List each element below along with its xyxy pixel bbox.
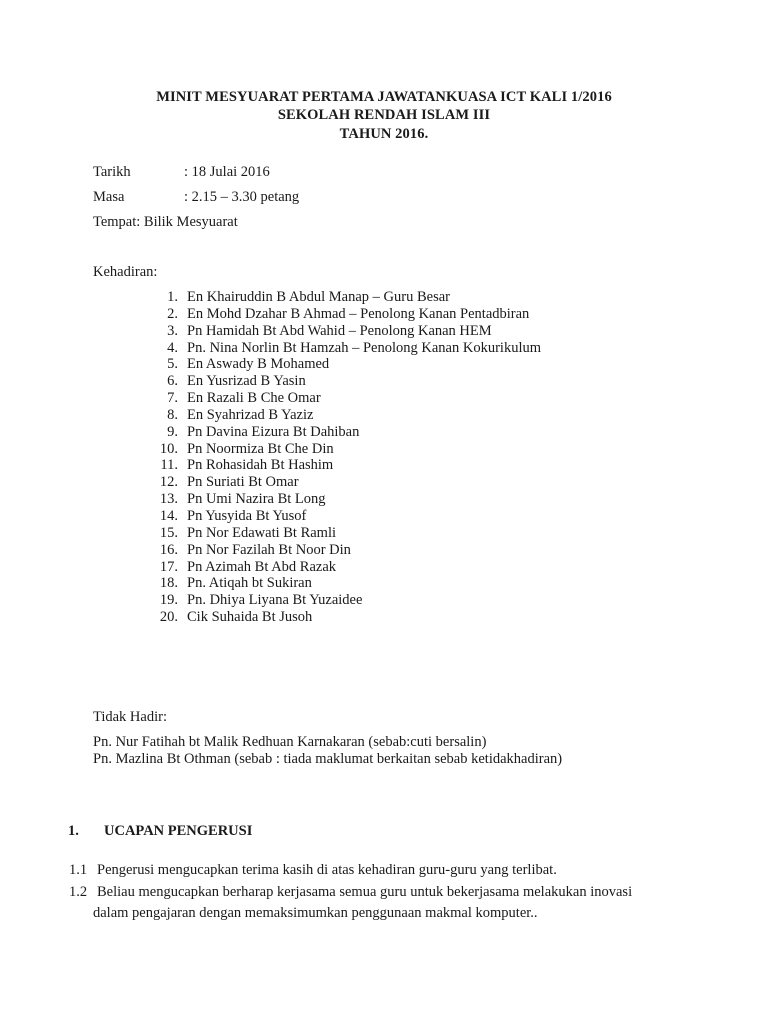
section-title: UCAPAN PENGERUSI xyxy=(104,823,253,839)
attendee-number: 19. xyxy=(159,592,178,609)
time-label: Masa xyxy=(93,189,125,205)
attendance-heading: Kehadiran: xyxy=(93,264,158,280)
attendee-number: 18. xyxy=(159,575,178,592)
document-title-line-1: MINIT MESYUARAT PERTAMA JAWATANKUASA ICT KALI 1/2016 xyxy=(156,89,612,105)
section-number: 1. xyxy=(68,823,79,839)
attendee-number: 3. xyxy=(167,322,178,339)
document-title-line-2: SEKOLAH RENDAH ISLAM III xyxy=(277,107,491,123)
attendee-name: Pn. Dhiya Liyana Bt Yuzaidee xyxy=(187,592,363,609)
attendee-name: Pn. Nina Norlin Bt Hamzah – Penolong Kanan Kokurikulum xyxy=(187,339,541,356)
attendee-name: Pn Hamidah Bt Abd Wahid – Penolong Kanan HEM xyxy=(187,322,492,339)
item-text: Beliau mengucapkan berharap kerjasama semua guru untuk bekerjasama melakukan inovasi xyxy=(97,884,633,900)
attendee-number: 12. xyxy=(159,474,178,491)
attendee-number: 9. xyxy=(167,423,178,440)
attendee-name: Pn Yusyida Bt Yusof xyxy=(187,507,307,524)
attendee-number: 20. xyxy=(159,609,178,626)
item-text-continued: dalam pengajaran dengan memaksimumkan penggunaan makmal komputer.. xyxy=(93,905,538,921)
attendee-number: 6. xyxy=(167,373,178,390)
attendee-number: 5. xyxy=(167,356,178,373)
attendee-number: 1. xyxy=(167,289,178,305)
attendee-name: Cik Suhaida Bt Jusoh xyxy=(187,609,313,626)
attendee-number: 7. xyxy=(167,390,178,407)
attendee-name: En Razali B Che Omar xyxy=(187,390,321,407)
absence-entry: Pn. Nur Fatihah bt Malik Redhuan Karnakaran (sebab:cuti bersalin) xyxy=(93,734,487,750)
attendee-number: 14. xyxy=(159,507,178,524)
attendee-name: Pn Nor Edawati Bt Ramli xyxy=(187,524,337,541)
attendee-name: Pn Azimah Bt Abd Razak xyxy=(187,558,337,575)
attendee-number: 2. xyxy=(167,305,178,322)
date-label: Tarikh xyxy=(93,164,131,180)
attendee-number: 13. xyxy=(159,491,178,508)
attendee-number: 10. xyxy=(159,440,178,457)
absence-heading: Tidak Hadir: xyxy=(93,709,167,725)
item-text: Pengerusi mengucapkan terima kasih di atas kehadiran guru-guru yang terlibat. xyxy=(97,862,557,878)
attendee-number: 11. xyxy=(160,457,178,474)
attendee-name: Pn Noormiza Bt Che Din xyxy=(187,440,334,457)
attendee-name: Pn Rohasidah Bt Hashim xyxy=(187,457,334,474)
attendee-name: Pn Suriati Bt Omar xyxy=(187,474,299,491)
attendee-name: En Khairuddin B Abdul Manap – Guru Besar xyxy=(187,289,450,305)
attendee-name: En Syahrizad B Yaziz xyxy=(187,406,314,423)
absence-entry: Pn. Mazlina Bt Othman (sebab : tiada maklumat berkaitan sebab ketidakhadiran) xyxy=(93,751,563,767)
attendee-number: 8. xyxy=(167,406,178,423)
item-number: 1.1 xyxy=(69,862,88,878)
place-line: Tempat: Bilik Mesyuarat xyxy=(93,214,238,230)
attendee-name: En Mohd Dzahar B Ahmad – Penolong Kanan Pentadbiran xyxy=(187,305,530,322)
document-title-line-3: TAHUN 2016. xyxy=(339,126,429,142)
item-number: 1.2 xyxy=(69,884,88,900)
attendee-name: Pn Davina Eizura Bt Dahiban xyxy=(187,423,360,440)
attendee-name: Pn Nor Fazilah Bt Noor Din xyxy=(187,541,351,558)
date-value: : 18 Julai 2016 xyxy=(184,164,270,180)
time-value: : 2.15 – 3.30 petang xyxy=(184,189,300,205)
attendee-number: 17. xyxy=(159,558,178,575)
attendee-name: En Aswady B Mohamed xyxy=(187,356,330,373)
attendee-name: Pn. Atiqah bt Sukiran xyxy=(187,575,312,592)
attendee-number: 4. xyxy=(167,339,178,356)
attendee-number: 16. xyxy=(159,541,178,558)
attendee-number: 15. xyxy=(159,524,178,541)
attendee-name: Pn Umi Nazira Bt Long xyxy=(187,491,326,508)
attendee-name: En Yusrizad B Yasin xyxy=(187,373,306,390)
